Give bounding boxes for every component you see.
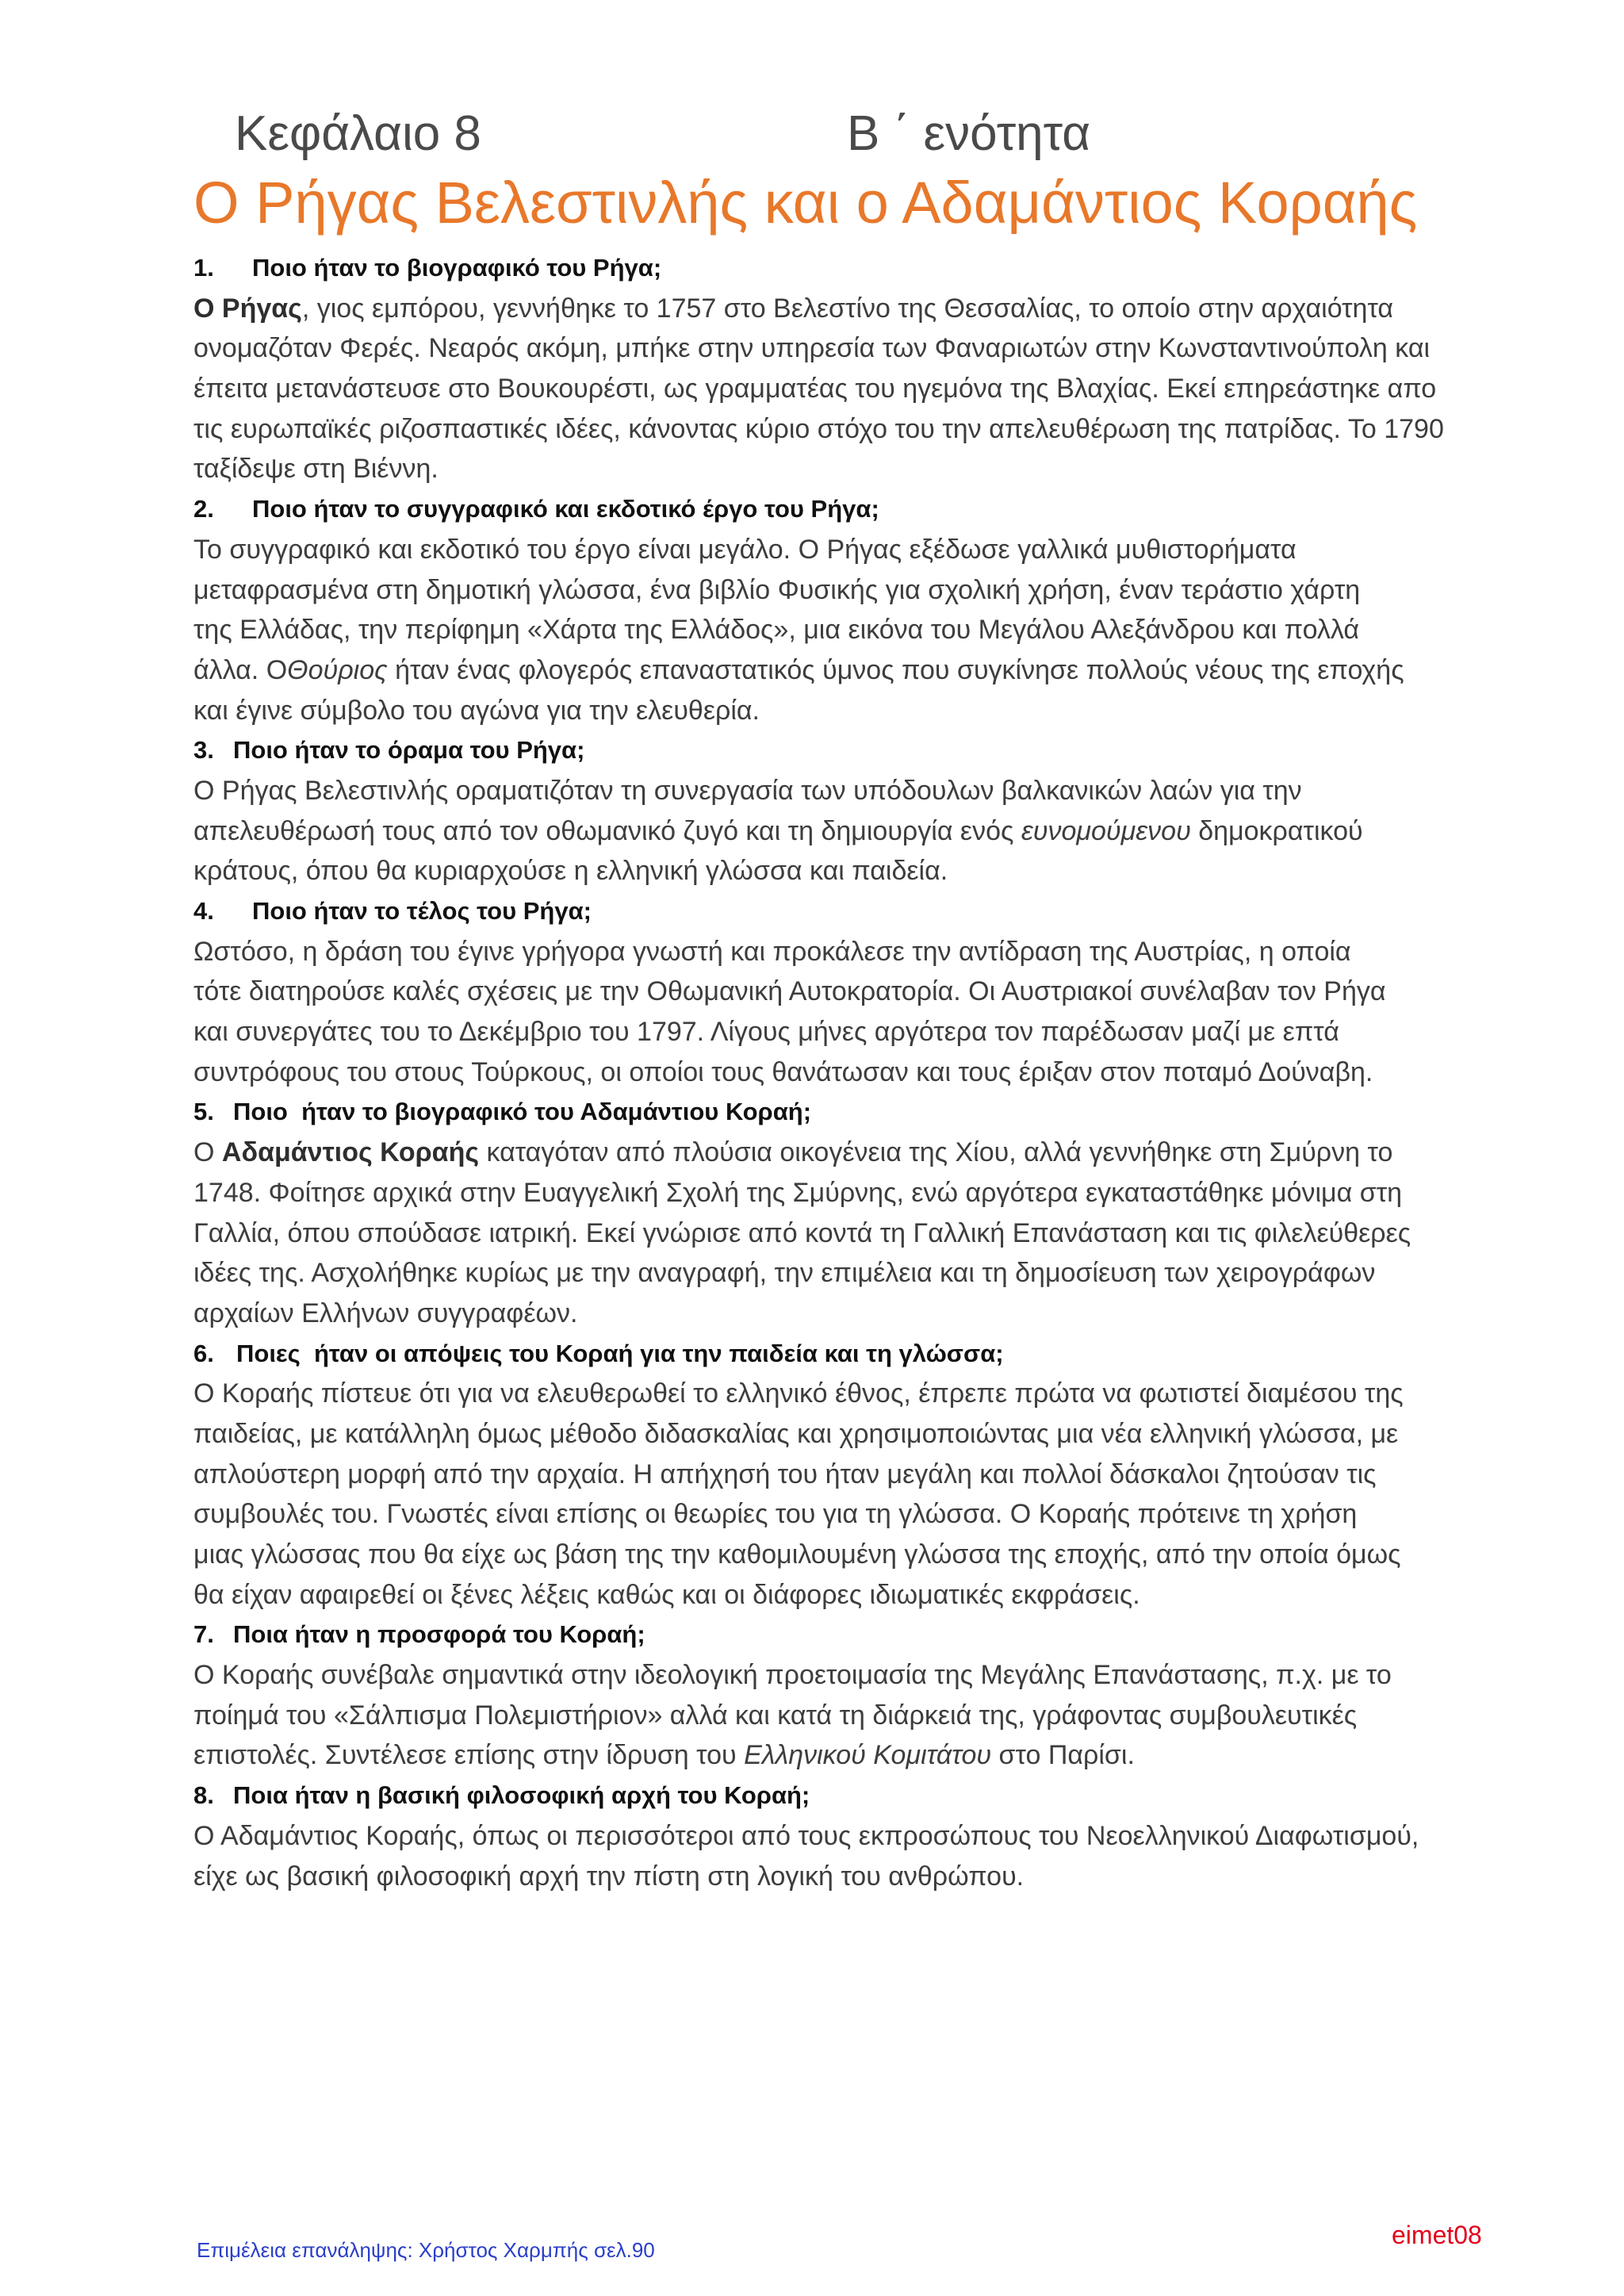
question-text: Ποια ήταν η προσφορά του Κοραή;	[233, 1620, 645, 1649]
text-row	[193, 1455, 1589, 1495]
answer-line: Ο Αδαμάντιος Κοραής, όπως οι περισσότεροι από τους εκπροσώπους του Νεοελληνικού Διαφωτισμού,	[193, 1820, 1419, 1851]
answer-line: συμβουλές του. Γνωστές είναι επίσης οι θεωρίες του για τη γλώσσα. Ο Κοραής πρότεινε τη χρήση	[193, 1499, 1358, 1530]
question-heading	[193, 1092, 1589, 1133]
text-row	[193, 1253, 1589, 1294]
emphasized-name: Ο Ρήγας	[193, 293, 302, 324]
answer-line: είχε ως βασική φιλοσοφική αρχή την πίστη στη λογική του ανθρώπου.	[193, 1861, 1025, 1892]
text-row	[193, 932, 1589, 972]
question-heading	[193, 489, 1589, 530]
question-number: 1.	[193, 254, 214, 282]
answer-text: επιστολές. Συντέλεσε επίσης στην ίδρυση του	[193, 1740, 745, 1771]
answer-text: απελευθέρωσή τους από τον οθωμανικό ζυγό και τη δημιουργία ενός	[193, 815, 1021, 846]
text-row	[193, 1494, 1589, 1535]
text-row	[193, 1655, 1589, 1696]
answer-line: έπειτα μετανάστευσε στο Βουκουρέστι, ως γραμματέας του ηγεμόνα της Βλαχίας. Εκεί επηρεάστηκε απο	[193, 374, 1437, 404]
answer-line: μεταφρασμένα στη δημοτική γλώσσα, ένα βιβλίο Φυσικής για σχολική χρήση, έναν τεράστιο χάρτη	[193, 574, 1361, 605]
text-row	[193, 972, 1589, 1012]
text-row	[193, 650, 1589, 691]
text-row	[193, 851, 1589, 891]
document-body	[193, 248, 1589, 1896]
emphasized-term: ευνομούμενου	[1021, 815, 1191, 846]
text-row	[193, 570, 1589, 611]
question-text: Ποιο ήταν το βιογραφικό του Αδαμάντιου Κοραή;	[233, 1098, 812, 1126]
text-row	[193, 1575, 1589, 1616]
text-row	[193, 1857, 1589, 1897]
question-text: Ποιο ήταν το συγγραφικό και εκδοτικό έργο του Ρήγα;	[252, 495, 879, 523]
answer-line: 1748. Φοίτησε αρχικά στην Ευαγγελική Σχολή της Σμύρνης, ενώ αργότερα εγκαταστάθηκε μόνιμα στη	[193, 1177, 1403, 1208]
document-title: Ο Ρήγας Βελεστινλής και ο Αδαμάντιος Κοραής	[193, 170, 1418, 236]
question-number: 6.	[193, 1339, 214, 1367]
text-row	[193, 771, 1589, 811]
text-row	[193, 369, 1589, 409]
question-text: Ποια ήταν η βασική φιλοσοφική αρχή του Κοραή;	[233, 1781, 810, 1810]
text-row	[193, 610, 1589, 650]
footer-tag: eimet08	[1392, 2221, 1482, 2249]
question-number: 5.	[193, 1098, 214, 1126]
answer-line: μιας γλώσσας που θα είχε ως βάση της την καθομιλουμένη γλώσσα της εποχής, από την οποία όμως	[193, 1539, 1401, 1570]
answer-text: , γιος εμπόρου, γεννήθηκε το 1757 στο Βελεστίνο της Θεσσαλίας, το οποίο στην αρχαιότητα	[301, 293, 1394, 324]
text-row	[193, 1535, 1589, 1575]
chapter-label: Κεφάλαιο 8	[235, 106, 481, 161]
answer-text: καταγόταν από πλούσια οικογένεια της Χίου, αλλά γεννήθηκε στη Σμύρνη το	[479, 1137, 1393, 1168]
answer-line: παιδείας, με κατάλληλη όμως μέθοδο διδασκαλίας και χρησιμοποιώντας μια νέα ελληνική γλώσσα, με	[193, 1418, 1399, 1449]
text-row	[193, 1735, 1589, 1776]
question-text: Ποιο ήταν το όραμα του Ρήγα;	[233, 736, 585, 765]
answer-text: Ο	[193, 1137, 222, 1168]
question-heading	[193, 730, 1589, 771]
answer-line: Ο Ρήγας Βελεστινλής οραματιζόταν τη συνεργασία των υπόδουλων βαλκανικών λαών για την	[193, 775, 1302, 806]
answer-line: και έγινε σύμβολο του αγώνα για την ελευθερία.	[193, 695, 760, 726]
emphasized-term: Ελληνικού Κομιτάτου	[744, 1740, 992, 1771]
text-row	[193, 1374, 1589, 1414]
text-row	[193, 1696, 1589, 1736]
question-number: 2.	[193, 495, 214, 523]
answer-line: θα είχαν αφαιρεθεί οι ξένες λέξεις καθώς και οι διάφορες ιδιωματικές εκφράσεις.	[193, 1579, 1140, 1610]
answer-line: Ο Κοραής συνέβαλε σημαντικά στην ιδεολογική προετοιμασία της Μεγάλης Επανάστασης, π.χ. με το	[193, 1660, 1392, 1691]
answer-line: ονομαζόταν Φερές. Νεαρός ακόμη, μπήκε στην υπηρεσία των Φαναριωτών στην Κωνσταντινούπολη και	[193, 333, 1431, 364]
answer-text: στο Παρίσι.	[991, 1740, 1135, 1771]
question-heading	[193, 1776, 1589, 1816]
answer-text: ήταν ένας φλογερός επαναστατικός ύμνος που συγκίνησε πολλούς νέους της εποχής	[387, 654, 1404, 685]
question-heading	[193, 1615, 1589, 1655]
question-text: Ποιο ήταν το βιογραφικό του Ρήγα;	[252, 254, 662, 282]
answer-line: ιδέες της. Ασχολήθηκε κυρίως με την αναγραφή, την επιμέλεια και τη δημοσίευση των χειρογράφων	[193, 1258, 1376, 1289]
answer-line: Ο Κοραής πίστευε ότι για να ελευθερωθεί το ελληνικό έθνος, έπρεπε πρώτα να φωτιστεί διαμέσου της	[193, 1378, 1404, 1409]
text-row	[193, 289, 1589, 329]
answer-line: τις ευρωπαϊκές ριζοσπαστικές ιδέες, κάνοντας κύριο στόχο του την απελευθέρωση της πατρίδας. Το 1790	[193, 413, 1444, 444]
answer-text: άλλα. Ο	[193, 654, 288, 685]
text-row	[193, 1173, 1589, 1213]
answer-line: ταξίδεψε στη Βιέννη.	[193, 454, 439, 485]
text-row	[193, 530, 1589, 570]
emphasized-title: Θούριος	[287, 654, 388, 685]
question-text: Ποιο ήταν το τέλος του Ρήγα;	[252, 897, 592, 925]
question-heading	[193, 248, 1589, 289]
question-text: Ποιες ήταν οι απόψεις του Κοραή για την παιδεία και τη γλώσσα;	[236, 1339, 1004, 1367]
footer-credit: Επιμέλεια επανάληψης: Χρήστος Χαρμπής σελ.90	[197, 2238, 655, 2262]
answer-line: συντρόφους του στους Τούρκους, οι οποίοι τους θανάτωσαν και τους έριξαν στον ποταμό Δούναβη.	[193, 1056, 1373, 1087]
text-row	[193, 1052, 1589, 1093]
text-row	[193, 1816, 1589, 1857]
text-row	[193, 1213, 1589, 1254]
answer-line	[193, 650, 1404, 691]
text-row	[193, 811, 1589, 852]
question-number: 7.	[193, 1620, 214, 1649]
text-row	[193, 1133, 1589, 1173]
answer-line: αρχαίων Ελλήνων συγγραφέων.	[193, 1297, 578, 1328]
answer-line	[193, 1133, 1392, 1173]
text-row	[193, 409, 1589, 450]
answer-line: Γαλλία, όπου σπούδασε ιατρική. Εκεί γνώρισε από κοντά τη Γαλλική Επανάσταση και τις φιλελεύθερες	[193, 1217, 1411, 1248]
answer-line: απλούστερη μορφή από την αρχαία. Η απήχησή του ήταν μεγάλη και πολλοί δάσκαλοι ζητούσαν τις	[193, 1458, 1377, 1489]
question-number: 4.	[193, 897, 214, 925]
answer-line: της Ελλάδας, την περίφημη «Χάρτα της Ελλάδος», μια εικόνα του Μεγάλου Αλεξάνδρου και πολλά	[193, 615, 1360, 646]
question-number: 3.	[193, 736, 214, 765]
question-heading	[193, 1334, 1589, 1374]
answer-line: Ωστόσο, η δράση του έγινε γρήγορα γνωστή και προκάλεσε την αντίδραση της Αυστρίας, η οποία	[193, 936, 1351, 967]
text-row	[193, 1294, 1589, 1334]
question-heading	[193, 891, 1589, 932]
unit-label: Β ΄ ενότητα	[847, 106, 1091, 161]
answer-line: Το συγγραφικό και εκδοτικό του έργο είναι μεγάλο. Ο Ρήγας εξέδωσε γαλλικά μυθιστορήματα	[193, 534, 1297, 565]
answer-line: ποίημά του «Σάλπισμα Πολεμιστήριον» αλλά και κατά τη διάρκειά της, γράφοντας συμβουλευτικές	[193, 1700, 1358, 1731]
answer-line	[193, 811, 1363, 852]
text-row	[193, 1414, 1589, 1455]
answer-text: δημοκρατικού	[1190, 815, 1363, 846]
text-row	[193, 1012, 1589, 1052]
answer-line: και συνεργάτες του το Δεκέμβριο του 1797. Λίγους μήνες αργότερα τον παρέδωσαν μαζί με επτά	[193, 1017, 1339, 1048]
answer-line: τότε διατηρούσε καλές σχέσεις με την Οθωμανική Αυτοκρατορία. Οι Αυστριακοί συνέλαβαν τον Ρήγα	[193, 976, 1386, 1007]
text-row	[193, 328, 1589, 369]
text-row	[193, 691, 1589, 731]
emphasized-name: Αδαμάντιος Κοραής	[221, 1137, 480, 1168]
answer-line	[193, 289, 1393, 329]
answer-line	[193, 1735, 1135, 1776]
answer-line: κράτους, όπου θα κυριαρχούσε η ελληνική γλώσσα και παιδεία.	[193, 856, 948, 887]
question-number: 8.	[193, 1781, 214, 1810]
text-row	[193, 449, 1589, 489]
